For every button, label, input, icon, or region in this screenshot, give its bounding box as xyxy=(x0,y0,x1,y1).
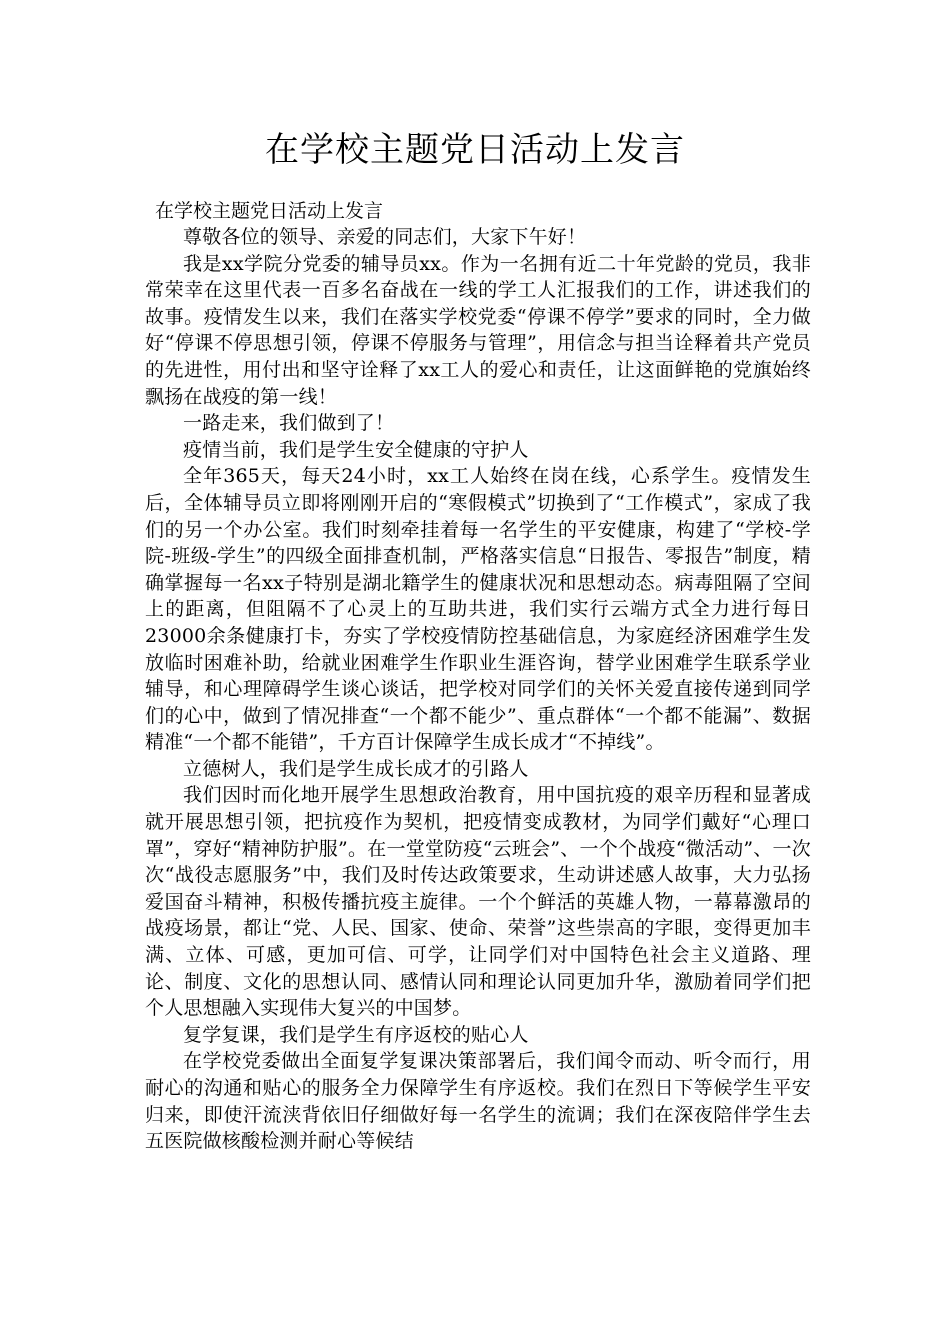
section-heading-guide: 立德树人，我们是学生成长成才的引路人 xyxy=(183,757,529,780)
section-heading-return: 复学复课，我们是学生有序返校的贴心人 xyxy=(183,1023,529,1046)
paragraph-guide: 我们因时而化地开展学生思想政治教育，用中国抗疫的艰辛历程和显著成就开展思想引领，把抗疫作为契机，把疫情变成教材，为同学们戴好“心理口罩”，穿好“精神防护服”。在一堂堂防疫“云班会”、一个个战疫“微活动”、一次次“战役志愿服务”中，我们及时传达政策要求，生动讲述感人故事，大力弘扬爱国奋斗精神，积极传播抗疫主旋律。一个个鲜活的英雄人物，一幕幕激昂的战疫场景，都让“党、人民、国家、使命、荣誉”这些崇高的字眼，变得更加丰满、立体、可感，更加可信、可学，让同学们对中国特色社会主义道路、理论、制度、文化的思想认同、感情认同和理论认同更加升华，激励着同学们把个人思想融入实现伟大复兴的中国梦。 xyxy=(145,784,811,1020)
section-heading-guardian: 疫情当前，我们是学生安全健康的守护人 xyxy=(183,438,529,461)
document-subtitle: 在学校主题党日活动上发言 xyxy=(155,200,384,222)
paragraph-greeting: 尊敬各位的领导、亲爱的同志们，大家下午好！ xyxy=(183,226,587,248)
document-title: 在学校主题党日活动上发言 xyxy=(265,130,685,170)
paragraph-summary: 一路走来，我们做到了！ xyxy=(183,412,395,435)
paragraph-intro: 我是xx学院分党委的辅导员xx。作为一名拥有近二十年党龄的党员，我非常荣幸在这里代表一百多名奋战在一线的学工人汇报我们的工作，讲述我们的故事。疫情发生以来，我们在落实学校党委“停课不停学”要求的同时，全力做好“停课不停思想引领，停课不停服务与管理”，用信念与担当诠释着共产党员的先进性，用付出和坚守诠释了xx工人的爱心和责任，让这面鲜艳的党旗始终飘扬在战疫的第一线！ xyxy=(145,252,811,408)
paragraph-guardian: 全年365天，每天24小时，xx工人始终在岗在线，心系学生。疫情发生后，全体辅导员立即将刚刚开启的“寒假模式”切换到了“工作模式”，家成了我们的另一个办公室。我们时刻牵挂着每一名学生的平安健康，构建了“学校-学院-班级-学生”的四级全面排查机制，严格落实信息“日报告、零报告”制度，精确掌握每一名xx子特别是湖北籍学生的健康状况和思想动态。病毒阻隔了空间上的距离，但阻隔不了心灵上的互助共进，我们实行云端方式全力进行每日23000余条健康打卡，夯实了学校疫情防控基础信息，为家庭经济困难学生发放临时困难补助，给就业困难学生作职业生涯咨询，替学业困难学生联系学业辅导，和心理障碍学生谈心谈话，把学校对同学们的关怀关爱直接传递到同学们的心中，做到了情况排查“一个都不能少”、重点群体“一个都不能漏”、数据精准“一个都不能错”，千方百计保障学生成长成才“不掉线”。 xyxy=(145,465,811,754)
paragraph-return: 在学校党委做出全面复学复课决策部署后，我们闻令而动、听令而行，用耐心的沟通和贴心的服务全力保障学生有序返校。我们在烈日下等候学生平安归来，即使汗流浃背依旧仔细做好每一名学生的流调；我们在深夜陪伴学生去五医院做核酸检测并耐心等候结 xyxy=(145,1050,811,1153)
document-body xyxy=(145,198,811,1155)
